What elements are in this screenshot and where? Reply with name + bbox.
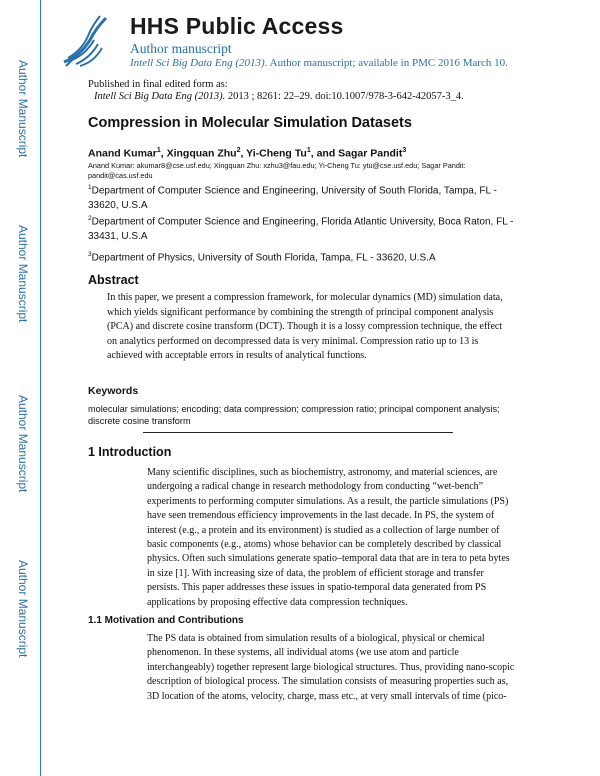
motivation-heading: 1.1 Motivation and Contributions	[88, 615, 244, 626]
header-journal: Intell Sci Big Data Eng (2013).	[130, 57, 268, 69]
author-separator: ,	[160, 147, 167, 160]
author-manuscript-label: Author Manuscript	[16, 225, 30, 323]
affiliation-1	[88, 180, 518, 213]
affiliation-text: Department of Computer Science and Engineering, University of South Florida, Tampa, FL - 33620, U.S.A	[88, 185, 497, 212]
affiliation-2	[88, 211, 518, 244]
publication-journal: Intell Sci Big Data Eng (2013).	[94, 91, 226, 102]
author-separator: ,	[240, 147, 247, 160]
introduction-body: Many scientific disciplines, such as biochemistry, astronomy, and material sciences, are undergoing a radical change in research methodology from conducting “wet-bench” experiments to performing computer simulations. As a result, the particle simulations (PS) have seen tremendous efficiency improvements in the last decade. In PS, the system of interest (e.g., a protein and its environment) is studied as a collection of large number of basic components (e.g., atoms) whose behavior can be completely described by classical physics. Often such simulations generate spatio–temporal data that are in tera to peta bytes in size [1]. With increasing size of data, the problem of efficient storage and transfer persists. This paper addresses these issues in spatio-temporal data generated from PS applications by proposing effective data compression techniques.	[147, 467, 510, 608]
author-manuscript-subtitle: Author manuscript	[130, 41, 232, 56]
author-affiliation-sup: 2	[236, 147, 241, 154]
author-manuscript-label: Author Manuscript	[16, 395, 30, 493]
author-name: Yi-Cheng Tu	[246, 147, 307, 160]
affiliation-3	[88, 247, 518, 265]
author-affiliation-sup: 1	[156, 147, 161, 154]
abstract-heading: Abstract	[88, 273, 139, 287]
paper-title: Compression in Molecular Simulation Datasets	[88, 115, 412, 131]
author-emails: Anand Kumar: akumar8@cse.usf.edu; Xingquan Zhu: xzhu3@fau.edu; Yi-Cheng Tu: ytu@cse.usf.edu; Sagar Pandit: pandit@cas.usf.edu	[88, 161, 466, 180]
affiliation-sup: 1	[88, 184, 92, 191]
keywords-body: molecular simulations; encoding; data compression; compression ratio; principal component analysis; discrete cosine transform	[88, 404, 500, 426]
header-availability: Author manuscript; available in PMC 2016 March 10.	[269, 57, 508, 69]
author-name: Sagar Pandit	[338, 147, 403, 160]
author-list	[88, 147, 406, 160]
author-separator: , and	[310, 147, 339, 160]
published-note: Published in final edited form as:	[88, 79, 228, 90]
motivation-body: The PS data is obtained from simulation results of a biological, physical or chemical phenomenon. In these systems, all individual atoms (we use atom and particle interchangeably) together represent large biological structures. Thus, providing nano-scopic description of biological process. The simulation consists of measuring properties such as, 3D location of the atoms, velocity, charge, mass etc., at very small intervals of time (pico-	[147, 633, 515, 702]
affiliation-sup: 3	[88, 251, 92, 258]
sidebar-rule	[40, 0, 41, 776]
author-manuscript-label: Author Manuscript	[16, 560, 30, 658]
affiliation-text: Department of Physics, University of South Florida, Tampa, FL - 33620, U.S.A	[91, 252, 436, 264]
keywords-heading: Keywords	[88, 385, 139, 397]
affiliation-sup: 2	[88, 215, 92, 222]
section-divider	[143, 432, 453, 433]
author-name: Xingquan Zhu	[166, 147, 237, 160]
publication-details: 2013 ; 8261: 22–29. doi:10.1007/978-3-642-42057-3_4.	[227, 91, 464, 102]
publication-citation	[94, 91, 464, 102]
hhs-eagle-logo-icon	[60, 10, 112, 70]
hhs-public-access-title: HHS Public Access	[130, 13, 344, 39]
author-affiliation-sup: 3	[402, 147, 407, 154]
abstract-body: In this paper, we present a compression framework, for molecular dynamics (MD) simulation data, which yields significant performance by combining the strength of principal component analysis (PCA) and discrete cosine transform (DCT). Though it is a lossy compression technique, the effect on analytics performed on decompressed data is very minimal. Compression ratio up to 13 is achieved with acceptable errors in results of analytical functions.	[107, 292, 503, 361]
introduction-heading: 1 Introduction	[88, 445, 172, 459]
author-manuscript-label: Author Manuscript	[16, 60, 30, 158]
affiliation-text: Department of Computer Science and Engineering, Florida Atlantic University, Boca Raton, FL - 33431, U.S.A	[88, 216, 514, 243]
header-citation	[130, 57, 508, 69]
author-name: Anand Kumar	[88, 147, 157, 160]
author-affiliation-sup: 1	[306, 147, 311, 154]
